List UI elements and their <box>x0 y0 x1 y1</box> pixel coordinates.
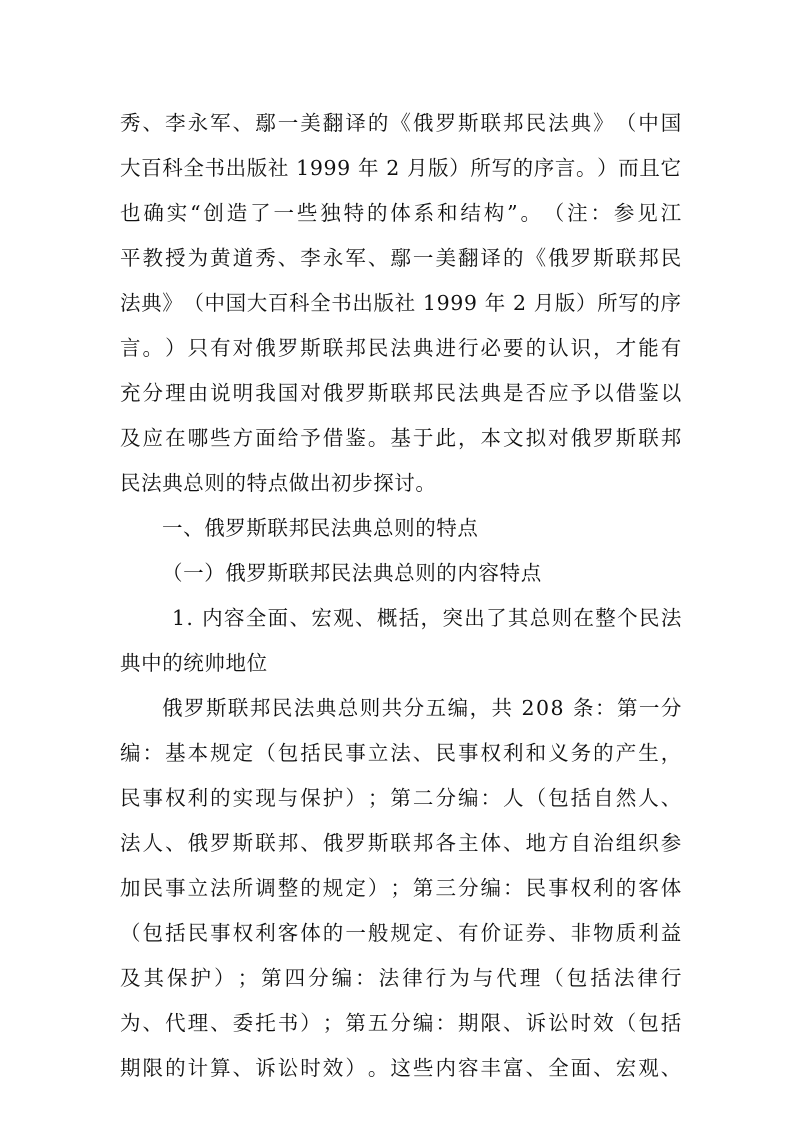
justified-text: 秀 、 李 永 军 、 鄢 一 美 翻 译 的 《 俄 罗 斯 联 邦 民 法 典 》 （ 中 国 <box>120 111 682 135</box>
justified-text: 大 百 科 全 书 出 版 社 1 9 9 9 年 2 月 版 ） 所 写 的 序 言 。 ） 而 且 它 <box>120 156 682 180</box>
paragraph-line-2 <box>120 740 682 766</box>
paragraph-line-5 <box>120 875 682 901</box>
justified-text: 加 民 事 立 法 所 调 整 的 规 定 ） ； 第 三 分 编 ： 民 事 权 利 的 客 体 <box>120 876 682 900</box>
justified-text: 期 限 的 计 算 、 诉 讼 时 效 ） 。 这 些 内 容 丰 富 、 全 面 、 宏 观 、 <box>120 1056 682 1080</box>
justified-text: 1 . 内 容 全 面 、 宏 观 、 概 括 ， 突 出 了 其 总 则 在 整 个 民 法 <box>172 606 682 630</box>
justified-text: 言 。 ） 只 有 对 俄 罗 斯 联 邦 民 法 典 进 行 必 要 的 认 识 ， 才 能 有 <box>120 336 682 360</box>
justified-text: （ 包 括 民 事 权 利 客 体 的 一 般 规 定 、 有 价 证 券 、 非 物 质 利 益 <box>120 921 682 945</box>
text-line-3 <box>120 200 682 226</box>
paragraph-line-4 <box>120 830 682 856</box>
section-heading: 一、俄罗斯联邦民法典总则的特点 <box>162 516 479 540</box>
justified-text: 也 确 实 “ 创 造 了 一 些 独 特 的 体 系 和 结 构 ” 。 （ 注 ： 参 见 江 <box>120 201 682 225</box>
point-heading-line-1 <box>172 605 682 631</box>
text-line-9: 民法典总则的特点做出初步探讨。 <box>120 471 437 495</box>
justified-text: 为 、 代 理 、 委 托 书 ） ； 第 五 分 编 ： 期 限 、 诉 讼 时 效 （ 包 括 <box>120 1011 682 1035</box>
justified-text: 法 人 、 俄 罗 斯 联 邦 、 俄 罗 斯 联 邦 各 主 体 、 地 方 自 治 组 织 参 <box>120 831 682 855</box>
text-line-8 <box>120 425 682 451</box>
subsection-heading: （一）俄罗斯联邦民法典总则的内容特点 <box>162 561 542 585</box>
text-line-5 <box>120 290 682 316</box>
text-line-6 <box>120 335 682 361</box>
paragraph-line-9 <box>120 1055 682 1081</box>
justified-text: 充 分 理 由 说 明 我 国 对 俄 罗 斯 联 邦 民 法 典 是 否 应 予 以 借 鉴 以 <box>120 381 682 405</box>
paragraph-line-7 <box>120 965 682 991</box>
text-line-7 <box>120 380 682 406</box>
paragraph-line-1 <box>162 695 682 721</box>
justified-text: 法 典 》 （ 中 国 大 百 科 全 书 出 版 社 1 9 9 9 年 2 月 版 ） 所 写 的 序 <box>120 291 682 315</box>
paragraph-line-3 <box>120 785 682 811</box>
text-line-4 <box>120 245 682 271</box>
justified-text: 及 应 在 哪 些 方 面 给 予 借 鉴 。 基 于 此 ， 本 文 拟 对 俄 罗 斯 联 邦 <box>120 426 682 450</box>
justified-text: 民 事 权 利 的 实 现 与 保 护 ） ； 第 二 分 编 ： 人 （ 包 括 自 然 人 、 <box>120 786 682 810</box>
justified-text: 及 其 保 护 ） ； 第 四 分 编 ： 法 律 行 为 与 代 理 （ 包 括 法 律 行 <box>120 966 682 990</box>
point-heading-line-2: 典中的统帅地位 <box>120 651 268 675</box>
justified-text: 俄 罗 斯 联 邦 民 法 典 总 则 共 分 五 编 ， 共 2 0 8 条 ： 第 一 分 <box>162 696 682 720</box>
text-line-2 <box>120 155 682 181</box>
text-line-1 <box>120 110 682 136</box>
paragraph-line-8 <box>120 1010 682 1036</box>
justified-text: 平 教 授 为 黄 道 秀 、 李 永 军 、 鄢 一 美 翻 译 的 《 俄 罗 斯 联 邦 民 <box>120 246 682 270</box>
paragraph-line-6 <box>120 920 682 946</box>
justified-text: 编 ： 基 本 规 定 （ 包 括 民 事 立 法 、 民 事 权 利 和 义 务 的 产 生 ， <box>120 741 682 765</box>
